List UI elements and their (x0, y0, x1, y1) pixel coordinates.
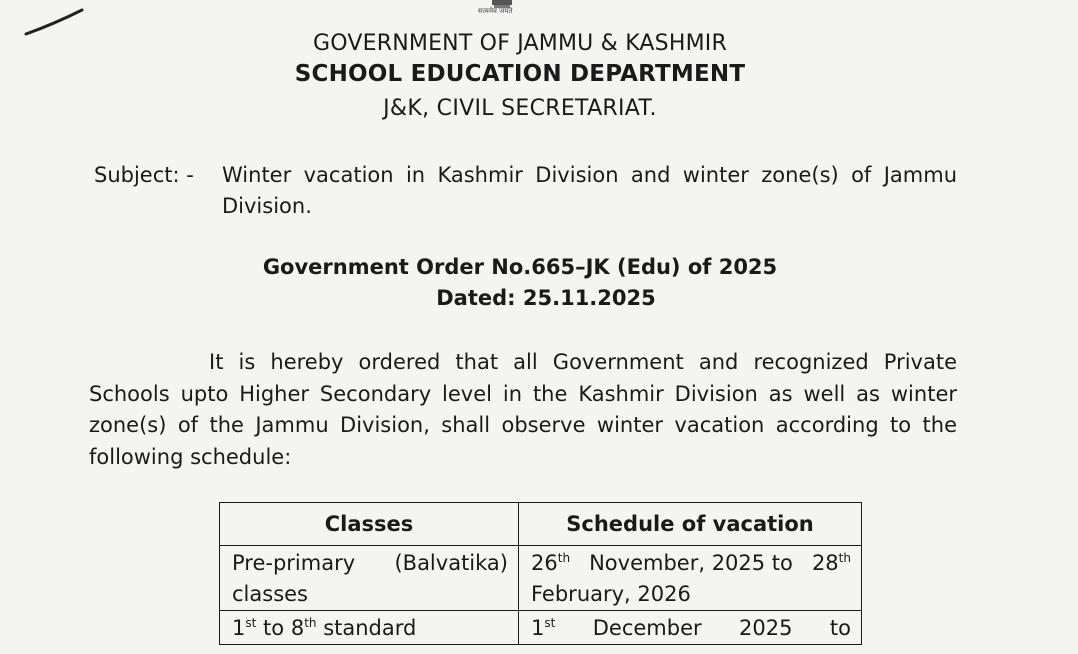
secretariat-title: J&K, CIVIL SECRETARIAT. (383, 96, 657, 121)
subject-label: Subject: - (94, 163, 194, 187)
table-row (220, 546, 862, 611)
row1-to-rest: February, 2026 (531, 582, 691, 606)
row2-class-end-sup: th (304, 616, 317, 630)
vacation-schedule-table (219, 502, 862, 645)
department-title: SCHOOL EDUCATION DEPARTMENT (294, 61, 746, 87)
order-number: Government Order No.665–JK (Edu) of 2025 (262, 255, 778, 279)
government-title: GOVERNMENT OF JAMMU & KASHMIR (313, 31, 727, 56)
row2-schedule (519, 611, 862, 645)
row2-class-start: 1 (232, 616, 246, 640)
row2-classes (220, 611, 519, 645)
row1-from-rest: November, 2025 to (589, 551, 793, 575)
row2-class-standard: standard (323, 616, 417, 640)
row2-from-day: 1 (531, 616, 545, 640)
row1-classes: Pre-primary (Balvatika) classes (220, 546, 519, 611)
emblem-caption: सत्यमेव जयते (478, 7, 513, 15)
row2-from-year: 2025 (739, 616, 793, 640)
order-date: Dated: 25.11.2025 (436, 286, 656, 310)
subject-text: Winter vacation in Kashmir Division and winter zone(s) of Jammu Division. (222, 163, 957, 218)
state-emblem-icon (474, 0, 530, 24)
row1-schedule (519, 546, 862, 611)
row2-class-end: 8 (290, 616, 305, 640)
header-schedule: Schedule of vacation (519, 503, 862, 546)
header-classes: Classes (220, 503, 519, 546)
row2-from-month: December (592, 616, 702, 640)
row2-class-to: to (263, 616, 285, 640)
row1-to-day: 28 (811, 551, 839, 575)
row2-to-word: to (829, 616, 851, 640)
table-header-row (220, 503, 862, 546)
row2-class-start-sup: st (245, 616, 257, 630)
row1-from-day: 26 (531, 551, 558, 575)
order-paragraph: It is hereby ordered that all Government and recognized Private Schools upto Higher Secondary level in the Kashmir Division as well as winter zone(s) of the Jammu Division, shall observe winter vacation according to the following schedule: (89, 350, 957, 469)
row2-from-sup: st (544, 616, 556, 630)
row1-from-sup: th (557, 551, 571, 565)
table-row (220, 611, 862, 645)
row1-to-sup: th (838, 551, 851, 565)
